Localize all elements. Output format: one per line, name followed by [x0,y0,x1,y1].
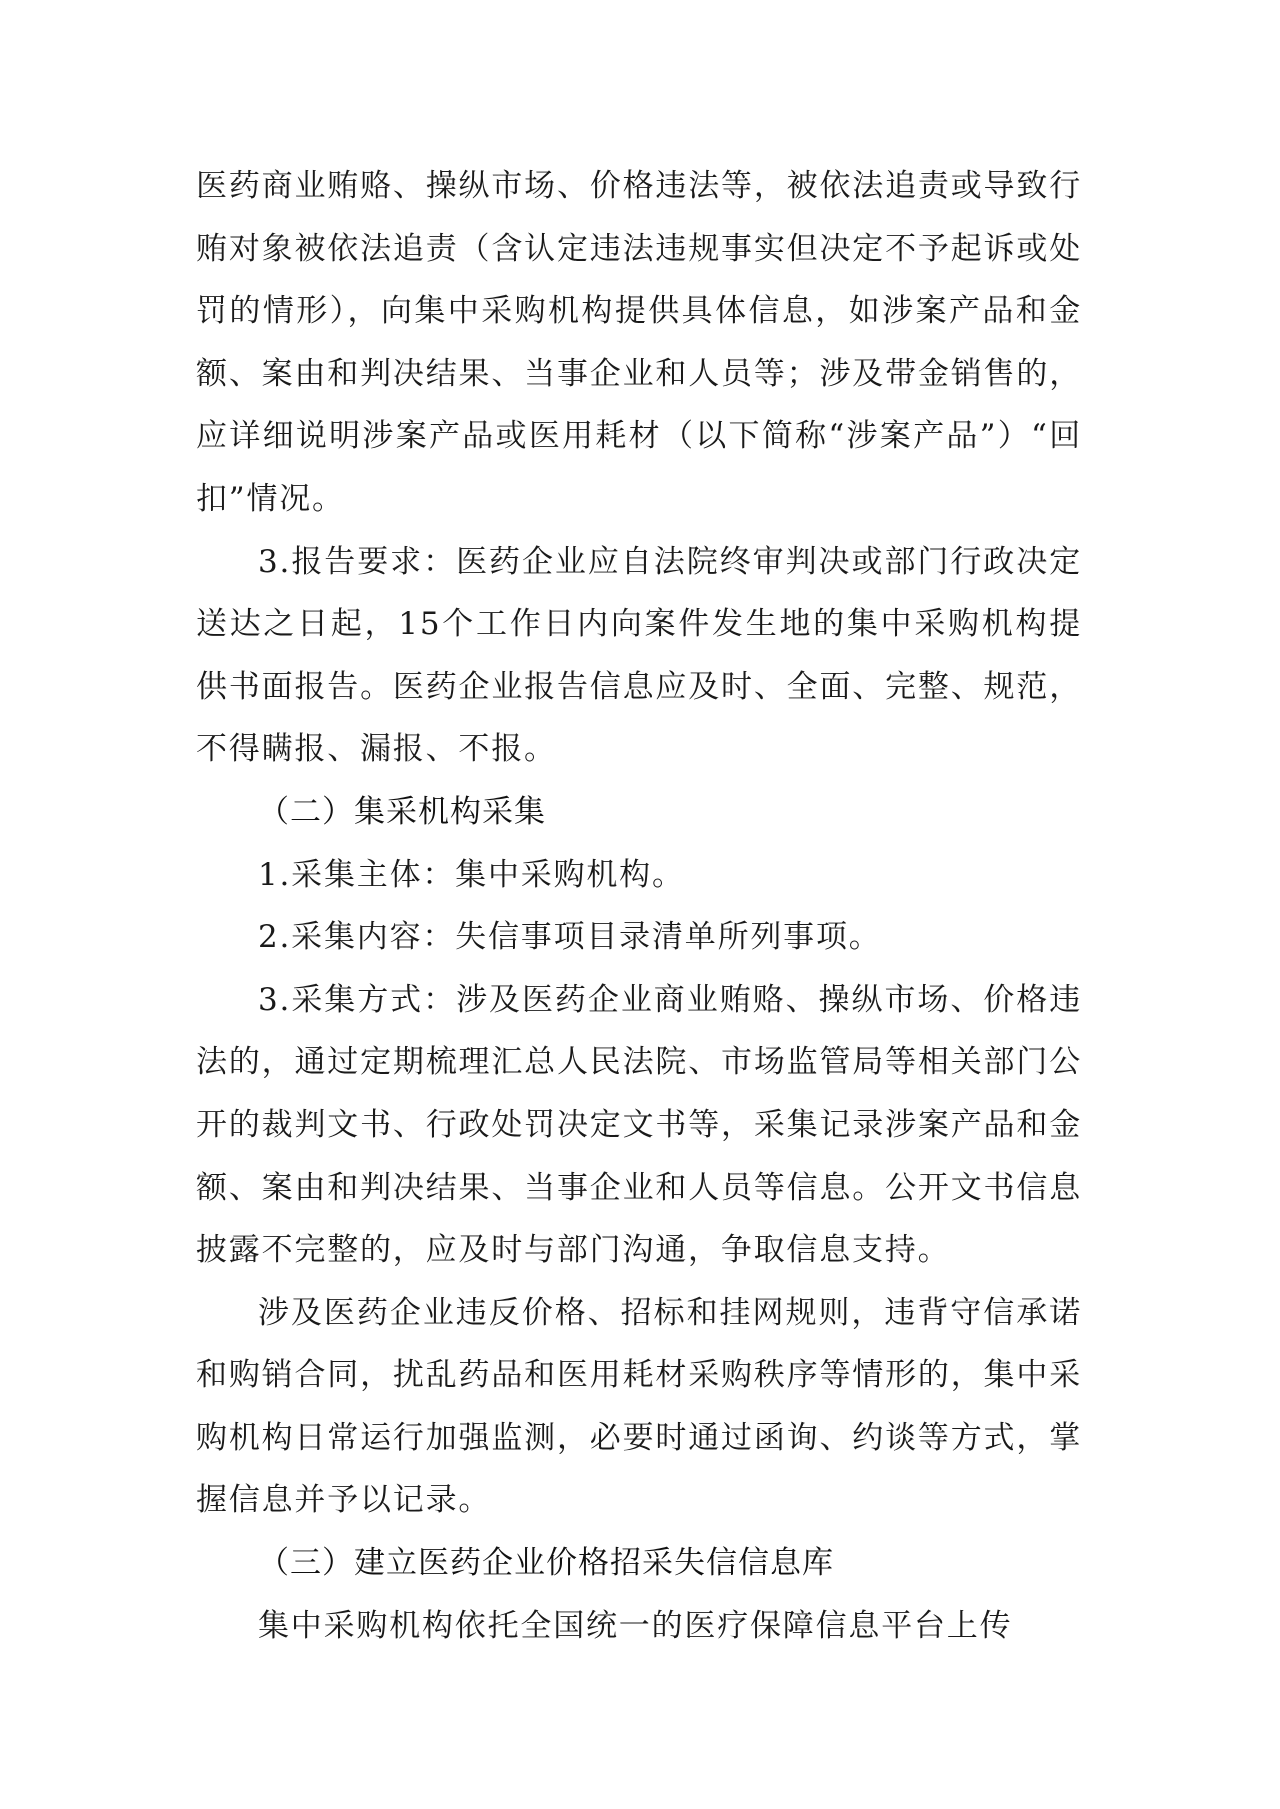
paragraph-report-requirements: 3.报告要求：医药企业应自法院终审判决或部门行政决定送达之日起，15个工作日内向案件发生地的集中采购机构提供书面报告。医药企业报告信息应及时、全面、完整、规范，不得瞒报、漏报、不报。 [196,543,1082,768]
paragraph-collection-subject: 1.采集主体：集中采购机构。 [258,856,685,893]
section-heading-3: （三）建立医药企业价格招采失信信息库 [258,1545,834,1582]
paragraph-collection-method: 3.采集方式：涉及医药企业商业贿赂、操纵市场、价格违法的，通过定期梳理汇总人民法院、市场监管局等相关部门公开的裁判文书、行政处罚决定文书等，采集记录涉案产品和金额、案由和判决结果、当事企业和人员等信息。公开文书信息披露不完整的，应及时与部门沟通，争取信息支持。 [196,981,1082,1269]
paragraph-bribery-details: 医药商业贿赂、操纵市场、价格违法等，被依法追责或导致行贿对象被依法追责（含认定违法违规事实但决定不予起诉或处罚的情形），向集中采购机构提供具体信息，如涉案产品和金额、案由和判决结果、当事企业和人员等；涉及带金销售的，应详细说明涉案产品或医用耗材（以下简称“涉案产品”）“回扣”情况。 [196,168,1082,517]
paragraph-database-upload: 集中采购机构依托全国统一的医疗保障信息平台上传 [258,1607,1013,1644]
paragraph-collection-content: 2.采集内容：失信事项目录清单所列事项。 [258,919,882,956]
section-heading-2: （二）集采机构采集 [258,793,546,830]
document-body [196,155,1082,1657]
paragraph-monitoring: 涉及医药企业违反价格、招标和挂网规则，违背守信承诺和购销合同，扰乱药品和医用耗材采购秩序等情形的，集中采购机构日常运行加强监测，必要时通过函询、约谈等方式，掌握信息并予以记录。 [196,1294,1082,1519]
